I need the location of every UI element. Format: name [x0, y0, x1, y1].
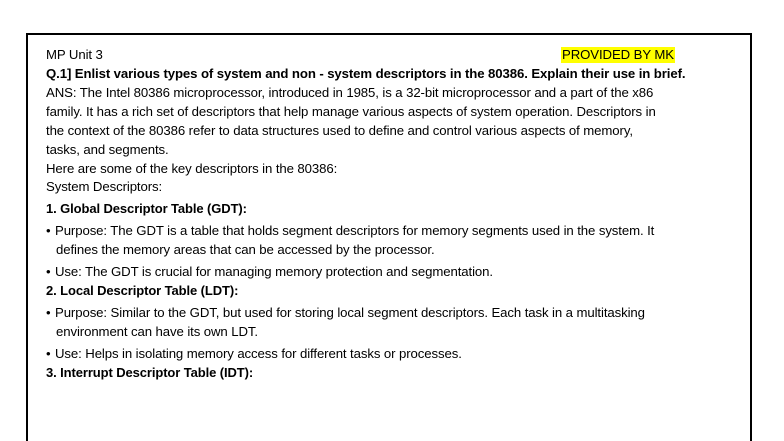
gdt-purpose-line-1: Purpose: The GDT is a table that holds segment descriptors for memory segments used in the system. It	[55, 223, 655, 239]
answer-line-4: tasks, and segments.	[46, 141, 169, 157]
idt-heading: 3. Interrupt Descriptor Table (IDT):	[46, 364, 254, 380]
question-text: Q.1] Enlist various types of system and non - system descriptors in the 80386. Explain their use in brief.	[46, 66, 686, 81]
gdt-purpose-line-2: defines the memory areas that can be accessed by the processor.	[56, 242, 435, 258]
section-label: System Descriptors:	[46, 179, 163, 195]
ldt-purpose-line-1: Purpose: Similar to the GDT, but used for storing local segment descriptors. Each task in a multitasking	[55, 304, 645, 320]
bullet-icon: •	[46, 223, 51, 239]
ldt-purpose-line-2: environment can have its own LDT.	[56, 323, 258, 339]
intro-text: Here are some of the key descriptors in the 80386:	[46, 160, 338, 176]
ldt-use-text: Use: Helps in isolating memory access for different tasks or processes.	[55, 345, 462, 361]
answer-line-2: family. It has a rich set of descriptors that help manage various aspects of system operation. Descriptors in	[46, 103, 656, 119]
header-row	[46, 46, 746, 65]
gdt-use-text: Use: The GDT is crucial for managing memory protection and segmentation.	[55, 264, 493, 280]
document-content	[46, 46, 746, 383]
bullet-icon: •	[46, 345, 51, 361]
gdt-purpose-bullet	[46, 222, 746, 241]
gdt-use-bullet	[46, 263, 746, 282]
ldt-heading: 2. Local Descriptor Table (LDT):	[46, 282, 239, 298]
answer-line-1: ANS: The Intel 80386 microprocessor, introduced in 1985, is a 32-bit microprocessor and a part of the x86	[46, 84, 654, 100]
ldt-purpose-bullet	[46, 304, 746, 323]
bullet-icon: •	[46, 264, 51, 280]
gdt-heading: 1. Global Descriptor Table (GDT):	[46, 201, 247, 217]
answer-line-3: the context of the 80386 refer to data structures used to define and control various aspects of memory,	[46, 122, 633, 138]
ldt-use-bullet	[46, 345, 746, 364]
bullet-icon: •	[46, 304, 51, 320]
provider-note: PROVIDED BY MK	[562, 47, 674, 62]
unit-title: MP Unit 3	[46, 47, 103, 62]
